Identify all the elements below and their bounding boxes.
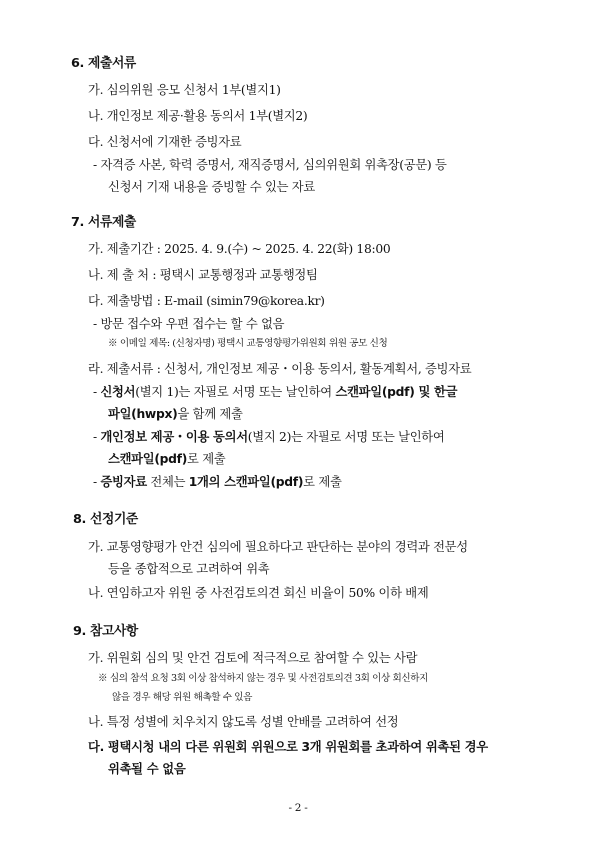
s7-docs-line-application-dash: -: [93, 385, 101, 399]
s7-hwpx-bold: 파일(hwpx): [108, 407, 178, 421]
s9-item-na: 나. 특정 성별에 치우치지 않도록 성별 안배를 고려하여 선정: [88, 715, 399, 729]
s7-docs-line-evidence: [93, 474, 342, 490]
section-6-heading: 6. 제출서류: [71, 56, 136, 71]
s8-item-na: 나. 연임하고자 위원 중 사전검토의견 회신 비율이 50% 이하 배제: [88, 586, 429, 600]
s7-consent-bold: 개인정보 제공・이용 동의서: [100, 430, 248, 444]
s8-item-ga: 가. 교통영향평가 안건 심의에 필요하다고 판단하는 분야의 경력과 전문성: [88, 540, 468, 554]
s7-consent-scan-text: 로 제출: [187, 452, 226, 466]
s7-one-scan-text: 로 제출: [303, 475, 342, 489]
s7-email-note: ※ 이메일 제목: (신청자명) 평택시 교통영향평가위원회 위원 공모 신청: [108, 338, 388, 349]
s7-scan-hwp-bold: 스캔파일(pdf) 및 한글: [335, 385, 458, 399]
s9-item-da: 다. 평택시청 내의 다른 위원회 위원으로 3개 위원회를 초과하여 위촉된 경우: [88, 740, 488, 754]
s7-docs-line-evidence-dash: -: [93, 475, 101, 489]
s7-application-text: (별지 1)는 자필로 서명 또는 날인하여: [135, 385, 336, 399]
s7-evidence-bold: 증빙자료: [100, 475, 147, 489]
s7-docs-line-consent: [93, 429, 444, 445]
s9-item-da-cont: 위촉될 수 없음: [108, 762, 186, 776]
s7-docs-line-consent-cont: [108, 451, 225, 467]
s7-consent-scan-bold: 스캔파일(pdf): [108, 452, 188, 466]
s7-item-place: 나. 제 출 처 : 평택시 교통행정과 교통행정팀: [88, 268, 318, 282]
s7-docs-line-application-cont: [108, 406, 243, 422]
s6-item-ga: 가. 심의위원 응모 신청서 1부(별지1): [88, 83, 281, 97]
s7-docs-line-consent-dash: -: [93, 430, 101, 444]
section-7-heading: 7. 서류제출: [71, 215, 136, 230]
s7-application-bold: 신청서: [100, 385, 136, 399]
s7-consent-text: (별지 2)는 자필로 서명 또는 날인하여: [247, 430, 445, 444]
s7-one-scan-bold: 1개의 스캔파일(pdf): [188, 475, 304, 489]
s9-note-cont: 않을 경우 해당 위원 해촉할 수 있음: [112, 692, 253, 703]
s6-item-da: 다. 신청서에 기재한 증빙자료: [88, 135, 242, 149]
section-9-heading: 9. 참고사항: [73, 624, 138, 639]
s7-item-method: 다. 제출방법 : E-mail (simin79@korea.kr): [88, 294, 325, 308]
s7-item-docs: 라. 제출서류 : 신청서, 개인정보 제공・이용 동의서, 활동계획서, 증빙자료: [88, 362, 472, 376]
s7-item-method-sub: - 방문 접수와 우편 접수는 할 수 없음: [93, 317, 285, 331]
s7-hwpx-text: 을 함께 제출: [177, 407, 243, 421]
s7-item-period: 가. 제출기간 : 2025. 4. 9.(수) ~ 2025. 4. 22(화) 18:00: [88, 242, 391, 256]
s6-item-na: 나. 개인정보 제공·활용 동의서 1부(별지2): [88, 109, 308, 123]
section-8-heading: 8. 선정기준: [73, 512, 138, 527]
s7-evidence-text: 전체는: [146, 475, 189, 489]
s6-item-da-sub-cont: 신청서 기재 내용을 증빙할 수 있는 자료: [108, 180, 315, 194]
s6-item-da-sub: - 자격증 사본, 학력 증명서, 재직증명서, 심의위원회 위촉장(공문) 등: [93, 158, 447, 172]
s9-note: ※ 심의 참석 요청 3회 이상 참석하지 않는 경우 및 사전검토의견 3회 이상 회신하지: [98, 673, 428, 684]
page-number: - 2 -: [288, 802, 308, 814]
s7-docs-line-application: [93, 384, 457, 400]
s9-item-ga: 가. 위원회 심의 및 안건 검토에 적극적으로 참여할 수 있는 사람: [88, 651, 418, 665]
s8-item-ga-cont: 등을 종합적으로 고려하여 위촉: [108, 562, 270, 576]
